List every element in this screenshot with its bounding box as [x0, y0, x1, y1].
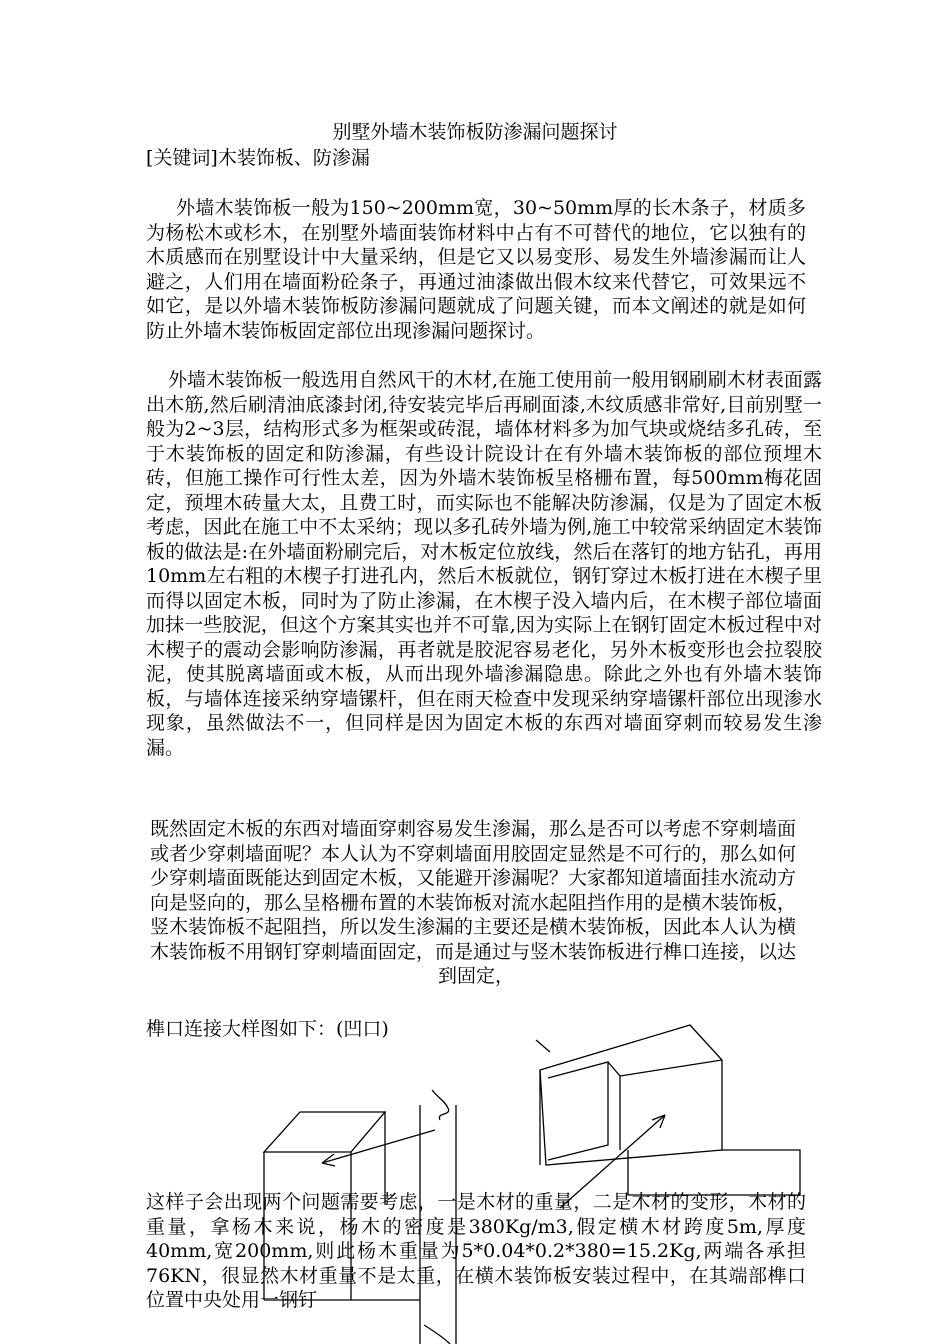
paragraph-current-practice: 外墙木装饰板一般选用自然风干的木材,在施工使用前一般用钢刷刷木材表面露出木筋,然后刷清油底漆封闭,待安装完毕后再刷面漆,木纹质感非常好,目前别墅一般为2~3层，结构形式多为框架或砖混，墙体材料多为加气块或烧结多孔砖，至于木装饰板的固定和防渗漏，有些设计院设计在有外墙木装饰板的部位预埋木砖，但施工操作可行性太差，因为外墙木装饰板呈格栅布置，每500mm梅花固定，预埋木砖量大太，且费工时，而实际也不能解决防渗漏，仅是为了固定木板考虑，因此在施工中不太采纳；现以多孔砖外墙为例,施工中较常采纳固定木装饰板的做法是:在外墙面粉刷完后，对木板定位放线，然后在落钉的地方钻孔，再用10mm左右粗的木楔子打进孔内，然后木板就位，钢钉穿过木板打进在木楔子里而得以固定木板，同时为了防止渗漏，在木楔子没入墙内后，在木楔子部位墙面加抹一些胶泥，但这个方案其实也并不可靠,因为实际上在钢钉固定木板过程中对木楔子的震动会影响防渗漏，再者就是胶泥容易老化，另外木板变形也会拉裂胶泥，使其脱离墙面或木板，从而出现外墙渗漏隐患。除此之外也有外墙木装饰板，与墙体连接采纳穿墙镙杆，但在雨天检查中发现采纳穿墙镙杆部位出现渗水现象，虽然做法不一，但同样是因为固定木板的东西对墙面穿刺而较易发生渗漏。 [146, 369, 822, 759]
page-title: 别墅外墙木装饰板防渗漏问题探讨 [332, 121, 618, 143]
keywords-line: [关键词]木装饰板、防渗漏 [146, 147, 370, 169]
paragraph-proposal [150, 817, 802, 989]
paragraph-intro: 外墙木装饰板一般为150~200mm宽，30~50mm厚的长木条子，材质多为杨松木或杉木，在别墅外墙面装饰材料中占有不可替代的地位，它以独有的木质感而在别墅设计中大量采纳，但是它又以易变形、易发生外墙渗漏而让人避之，人们用在墙面粉砼条子，再通过油漆做出假木纹来代替它，可效果远不如它，是以外墙木装饰板防渗漏问题就成了问题关键，而本文阐述的就是如何防止外墙木装饰板固定部位出现渗漏问题探讨。 [146, 197, 806, 342]
diagram-caption: 榫口连接大样图如下：(凹口) [146, 1018, 389, 1040]
paragraph-proposal-end: 到固定， [437, 965, 514, 987]
paragraph-weight-analysis: 这样子会出现两个问题需要考虑，一是木材的重量，二是木材的变形，木材的重量，拿杨木来说，杨木的密度是380Kg/m3,假定横木材跨度5m,厚度40mm,宽200mm,则此杨木重量为5*0.04*0.2*380=15.2Kg,两端各承担76KN，很显然木材重量不是太重，在横木装饰板安装过程中，在其端部榫口位置中央处用一钢钉 [146, 1191, 806, 1311]
paragraph-proposal-body: 既然固定木板的东西对墙面穿刺容易发生渗漏，那么是否可以考虑不穿刺墙面或者少穿刺墙面呢？本人认为不穿刺墙面用胶固定显然是不可行的，那么如何少穿刺墙面既能达到固定木板，又能避开渗漏呢？大家都知道墙面挂水流动方向是竖向的，那么呈格栅布置的木装饰板对流水起阻挡作用的是横木装饰板，竖木装饰板不起阻挡，所以发生渗漏的主要还是横木装饰板，因此本人认为横木装饰板不用钢钉穿刺墙面固定，而是通过与竖木装饰板进行榫口连接，以达 [150, 818, 797, 963]
notched-block-right [536, 1025, 800, 1195]
